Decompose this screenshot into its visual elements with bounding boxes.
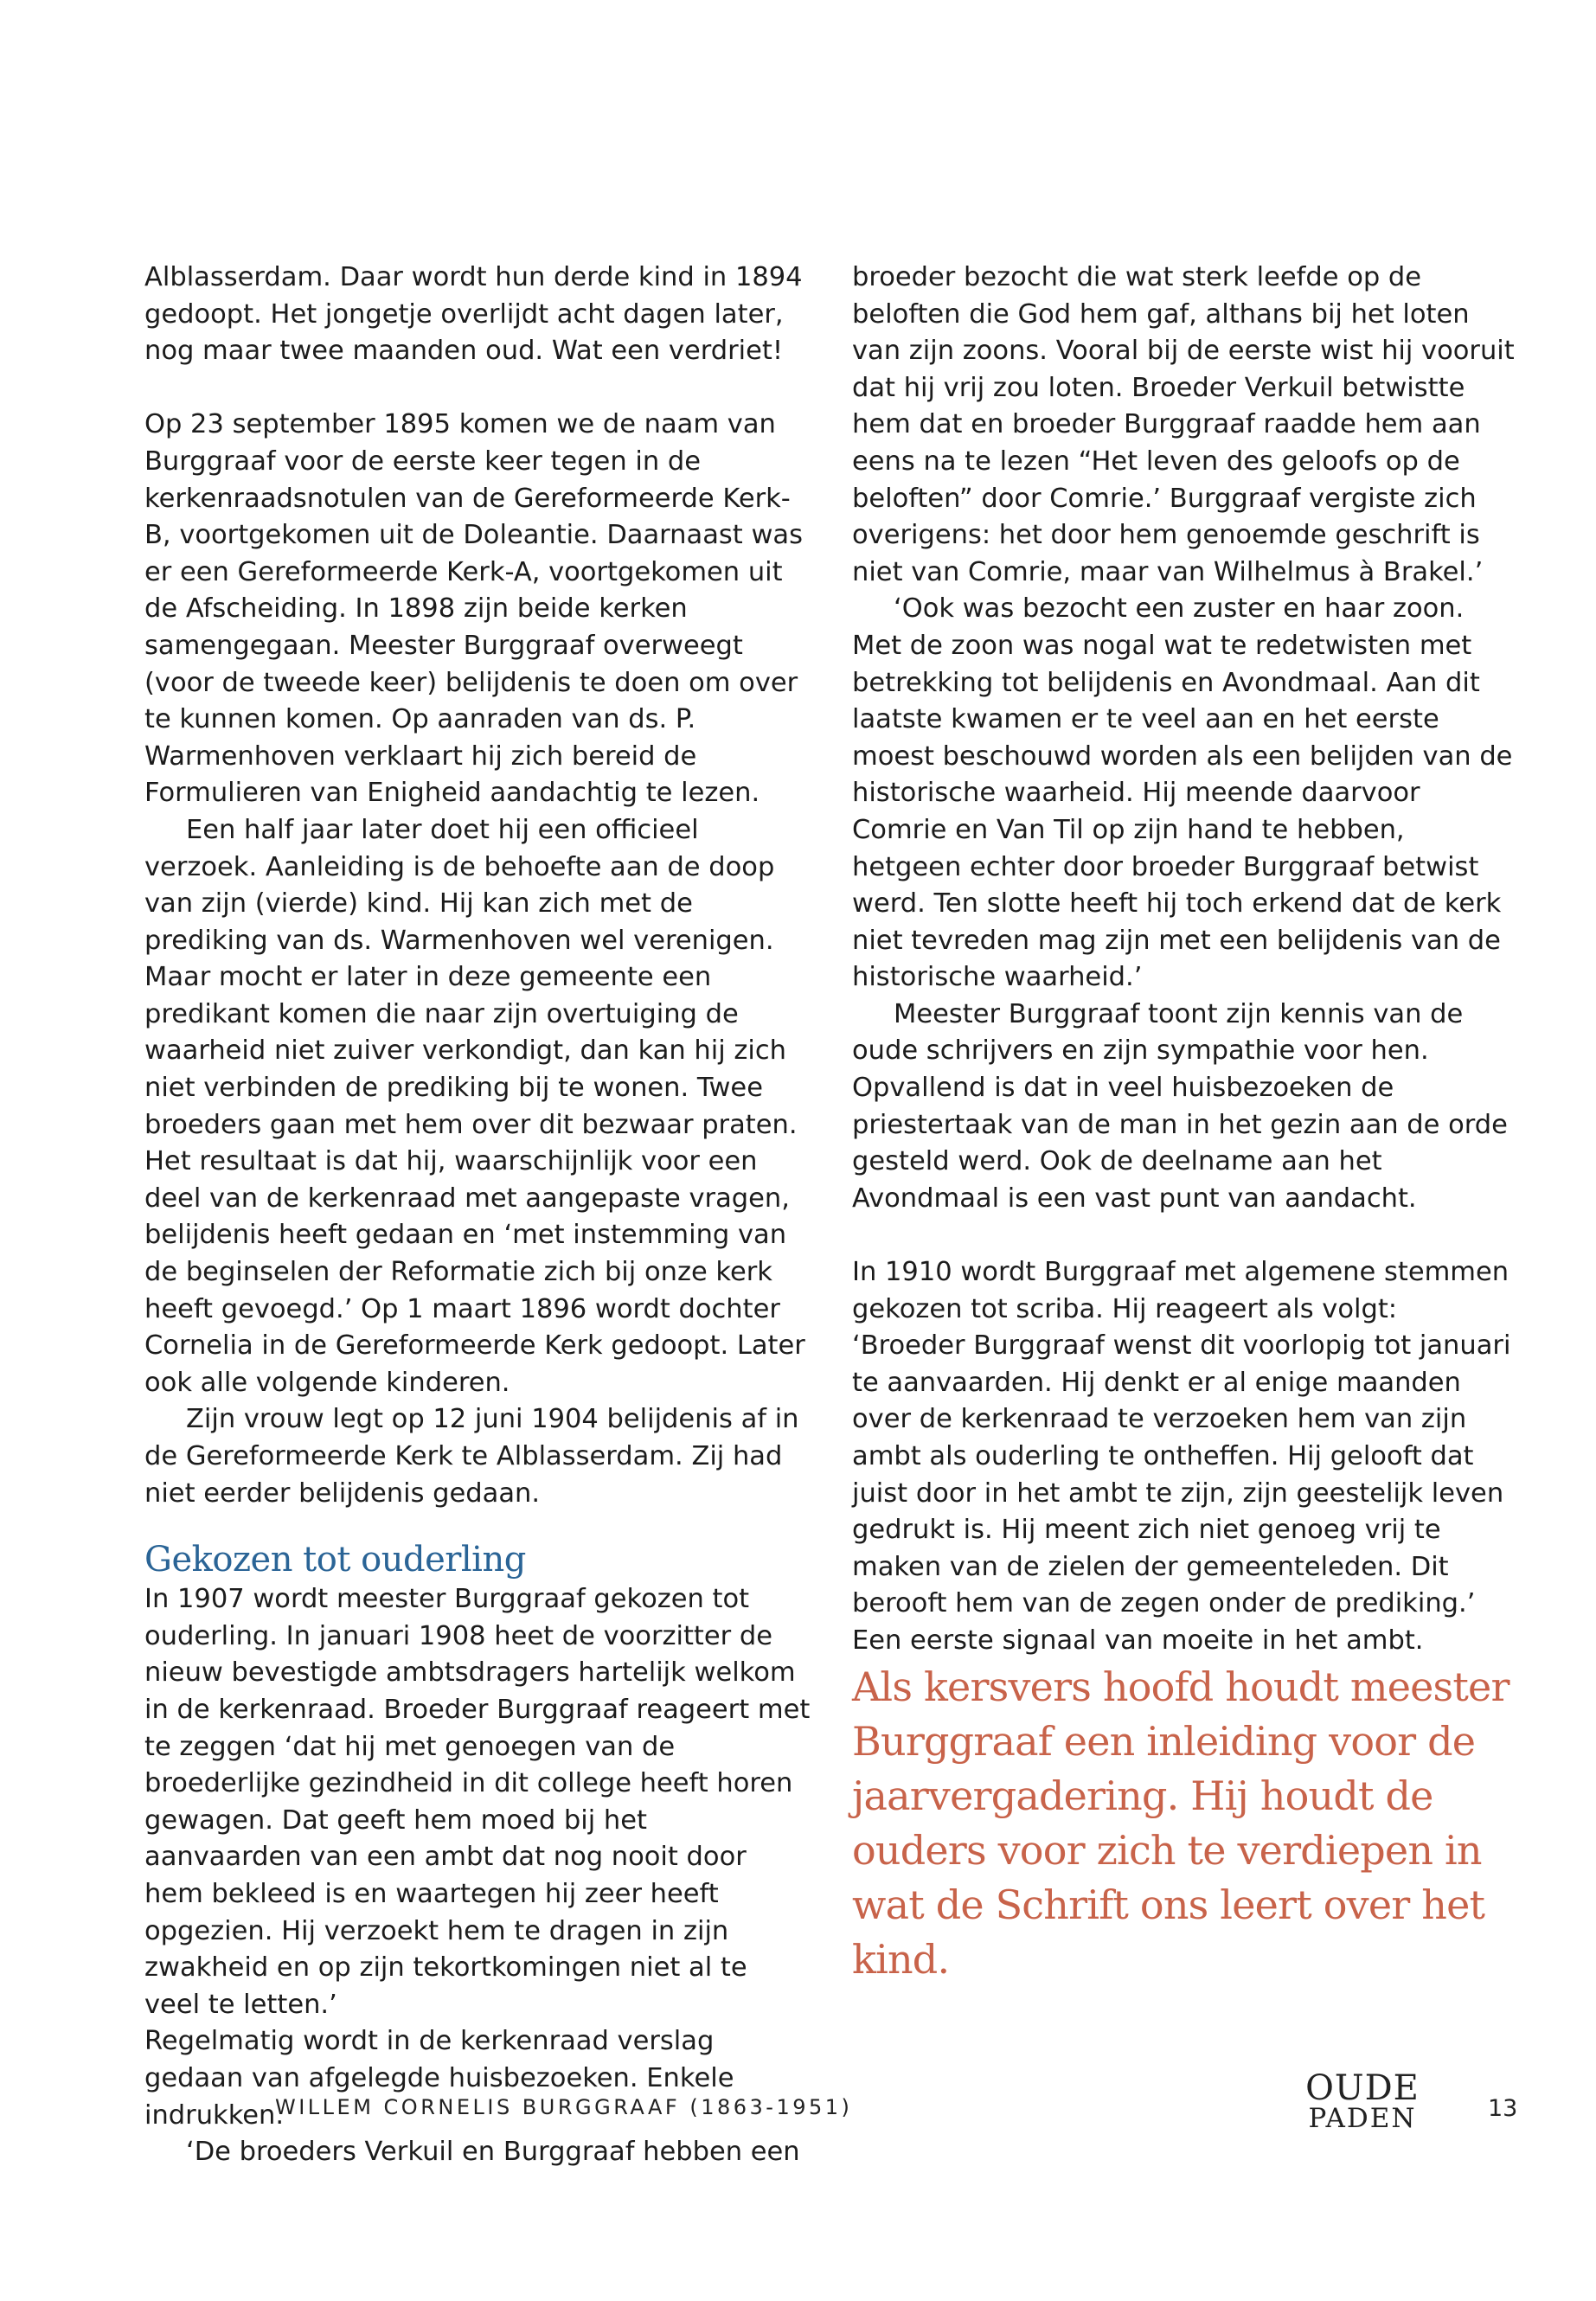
- paragraph: Regelmatig wordt in de kerkenraad verslag gedaan van afgelegde huisbezoeken. Enkele indrukken.: [144, 2026, 734, 2131]
- paragraph: In 1910 wordt Burggraaf met algemene stemmen gekozen tot scriba. Hij reageert als volgt:: [852, 1257, 1509, 1324]
- paragraph: ‘Broeder Burggraaf wenst dit voorlopig tot januari te aanvaarden. Hij denkt er al enige maanden over de kerkenraad te verzoeken hem van zijn ambt als ouderling te ontheffen. Hij gelooft dat juist door in het ambt te zijn, zijn geestelijk leven gedrukt is. Hij meent zich niet genoeg vrij te maken van de zielen der gemeenteleden. Dit berooft hem van de zegen onder de prediking.’ Een eerste signaal van moeite in het ambt.: [852, 1330, 1511, 1656]
- running-footer-title: WILLEM CORNELIS BURGGRAAF (1863-1951): [275, 2095, 853, 2119]
- logo-top-word: OUDE: [1305, 2068, 1420, 2108]
- paragraph: Een half jaar later doet hij een officieel verzoek. Aanleiding is de behoefte aan de doop van zijn (vierde) kind. Hij kan zich met de prediking van ds. Warmenhoven wel verenigen. Maar mocht er later in deze gemeente een predikant komen die naar zijn overtuiging de waarheid niet zuiver verkondigt, dan kan hij zich niet verbinden de prediking bij te wonen. Twee broeders gaan met hem over dit bezwaar praten. Het resultaat is dat hij, waarschijnlijk voor een deel van de kerkenraad met aangepaste vragen, belijdenis heeft gedaan en ‘met instemming van de beginselen der Reformatie zich bij onze kerk heeft gevoegd.’ Op 1 maart 1896 wordt dochter Cornelia in de Gereformeerde Kerk gedoopt. Later ook alle volgende kinderen.: [144, 814, 805, 1398]
- paragraph: Alblasserdam. Daar wordt hun derde kind in 1894 gedoopt. Het jongetje overlijdt acht dagen later, nog maar twee maanden oud. Wat een verdriet!: [144, 262, 803, 367]
- paragraph: ‘Ook was bezocht een zuster en haar zoon. Met de zoon was nogal wat te redetwisten met betrekking tot belijdenis en Avondmaal. Aan dit laatste kwamen er te veel aan en het eerste moest beschouwd worden als een belijden van de historische waarheid. Hij meende daarvoor Comrie en Van Til op zijn hand te hebben, hetgeen echter door broeder Burggraaf betwist werd. Ten slotte heeft hij toch erkend dat de kerk niet tevreden mag zijn met een belijdenis van de historische waarheid.’: [852, 593, 1513, 993]
- logo-bottom-word: PADEN: [1308, 2103, 1417, 2134]
- paragraph: broeder bezocht die wat sterk leefde op de beloften die God hem gaf, althans bij het loten van zijn zoons. Vooral bij de eerste wist hij vooruit dat hij vrij zou loten. Broeder Verkuil betwistte hem dat en broeder Burggraaf raadde hem aan eens na te lezen “Het leven des geloofs op de beloften” door Comrie.’ Burggraaf vergiste zich overigens: het door hem genoemde geschrift is niet van Comrie, maar van Wilhelmus à Brakel.’: [852, 262, 1515, 587]
- oude-paden-logo: [1289, 2068, 1436, 2134]
- paragraph: Meester Burggraaf toont zijn kennis van de oude schrijvers en zijn sympathie voor hen. Opvallend is dat in veel huisbezoeken de priestertaak van de man in het gezin aan de orde gesteld werd. Ook de deelname aan het Avondmaal is een vast punt van aandacht.: [852, 998, 1508, 1214]
- left-column: [144, 260, 811, 2171]
- paragraph: ‘De broeders Verkuil en Burggraaf hebben een: [186, 2137, 800, 2168]
- paragraph: In 1907 wordt meester Burggraaf gekozen tot ouderling. In januari 1908 heet de voorzitter de nieuw bevestigde ambtsdragers hartelijk welkom in de kerkenraad. Broeder Burggraaf reageert met te zeggen ‘dat hij met genoegen van de broederlijke gezindheid in dit college heeft horen gewagen. Dat geeft hem moed bij het aanvaarden van een ambt dat nog nooit door hem bekleed is en waartegen hij zeer heeft opgezien. Hij verzoekt hem te dragen in zijn zwakheid en op zijn tekortkomingen niet al te veel te letten.’: [144, 1584, 811, 2020]
- paragraph: Op 23 september 1895 komen we de naam van Burggraaf voor de eerste keer tegen in de kerkenraadsnotulen van de Gereformeerde Kerk-B, voortgekomen uit de Doleantie. Daarnaast was er een Gereformeerde Kerk-A, voortgekomen uit de Afscheiding. In 1898 zijn beide kerken samengegaan. Meester Burggraaf overweegt (voor de tweede keer) belijdenis te doen om over te kunnen komen. Op aanraden van ds. P. Warmenhoven verklaart hij zich bereid de Formulieren van Enigheid aandachtig te lezen.: [144, 409, 803, 809]
- paragraph: Zijn vrouw legt op 12 juni 1904 belijdenis af in de Gereformeerde Kerk te Alblasserdam. Zij had niet eerder belijdenis gedaan.: [144, 1404, 799, 1509]
- section-heading: Gekozen tot ouderling: [144, 1540, 526, 1580]
- pull-quote: Als kersvers hoofd houdt meester Burggraaf een inleiding voor de jaarvergadering. Hij houdt de ouders voor zich te verdiepen in wat de Schrift ons leert over het kind.: [852, 1663, 1509, 1983]
- right-column: [852, 260, 1518, 1987]
- page-number: 13: [1488, 2095, 1518, 2122]
